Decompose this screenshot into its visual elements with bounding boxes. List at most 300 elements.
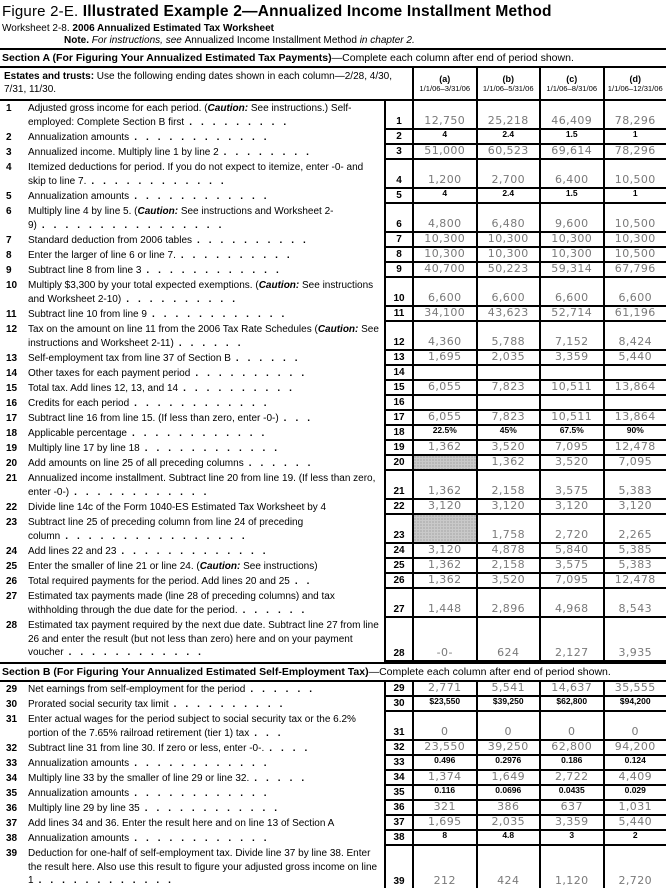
line-15-number-cell: 15 xyxy=(384,381,412,396)
dot-leader: .......... xyxy=(180,250,299,261)
line-8-value-a: 10,300 xyxy=(412,248,476,263)
line-14-number-cell: 14 xyxy=(384,366,412,381)
dot-leader: .. xyxy=(294,576,319,587)
worksheet-row-38 xyxy=(0,831,666,846)
text-segment: Note. xyxy=(64,35,89,46)
line-21-value-c: 3,575 xyxy=(539,471,603,500)
line-4-value-c: 6,400 xyxy=(539,160,603,189)
line-31-value-a: 0 xyxy=(412,712,476,741)
line-24-number-cell: 24 xyxy=(384,544,412,559)
line-label xyxy=(28,249,381,263)
dot-leader: ............ xyxy=(91,175,233,187)
line-label xyxy=(28,412,381,426)
worksheet-row-6 xyxy=(0,204,666,233)
line-6-value-d: 10,500 xyxy=(603,204,666,233)
line-25-description xyxy=(0,559,384,574)
line-label xyxy=(28,713,381,740)
line-33-number-cell: 33 xyxy=(384,756,412,771)
line-label xyxy=(28,545,381,559)
line-35-value-d: 0.029 xyxy=(603,786,666,801)
line-22-value-a: 3,120 xyxy=(412,500,476,515)
text-segment: Multiply line 29 by line 35 xyxy=(28,803,140,814)
worksheet-row-37 xyxy=(0,816,666,831)
line-30-value-c: $62,800 xyxy=(539,697,603,712)
line-22-value-c: 3,120 xyxy=(539,500,603,515)
line-34-description xyxy=(0,771,384,786)
text-segment: Section A (For Figuring Your Annualized Estimated Tax Payments) xyxy=(2,52,332,64)
line-15-value-b: 7,823 xyxy=(476,381,540,396)
text-segment: See instructions and Worksheet 2-9) xyxy=(28,206,334,231)
dot-leader: .......... xyxy=(126,293,244,305)
line-label xyxy=(28,683,381,697)
line-label xyxy=(28,323,381,350)
line-13-value-a: 1,695 xyxy=(412,351,476,366)
worksheet-row-27 xyxy=(0,589,666,618)
text-segment: Annualized income. Multiply line 1 by line 2 xyxy=(28,147,219,158)
line-label xyxy=(28,560,381,574)
text-segment: Net earnings from self-employment for the period xyxy=(28,684,246,695)
line-label xyxy=(28,308,381,322)
text-segment: Total required payments for the period. Add lines 20 and 25 xyxy=(28,576,290,587)
line-14-description xyxy=(0,366,384,381)
worksheet-row-12 xyxy=(0,322,666,351)
worksheet-row-13 xyxy=(0,351,666,366)
text-segment: Subtract line 8 from line 3 xyxy=(28,265,142,276)
line-22-number-cell: 22 xyxy=(384,500,412,515)
line-25-value-c: 3,575 xyxy=(539,559,603,574)
line-number: 21 xyxy=(6,473,18,484)
text-segment: —Complete each column after end of period shown. xyxy=(331,52,574,64)
line-11-value-b: 43,623 xyxy=(476,307,540,322)
line-label xyxy=(28,619,381,660)
line-label xyxy=(28,757,381,771)
line-38-value-a: 8 xyxy=(412,831,476,846)
line-19-description xyxy=(0,441,384,456)
line-12-number-cell: 12 xyxy=(384,322,412,351)
line-36-value-c: 637 xyxy=(539,801,603,816)
line-38-value-b: 4.8 xyxy=(476,831,540,846)
dot-leader: ... xyxy=(283,413,320,424)
line-38-value-d: 2 xyxy=(603,831,666,846)
dot-leader: ................ xyxy=(65,530,254,542)
worksheet-row-2 xyxy=(0,130,666,145)
worksheet-row-19 xyxy=(0,441,666,456)
line-26-value-b: 3,520 xyxy=(476,574,540,589)
estates-trusts-note xyxy=(0,68,412,99)
line-18-value-a: 22.5% xyxy=(412,426,476,441)
line-37-value-b: 2,035 xyxy=(476,816,540,831)
line-28-description xyxy=(0,618,384,662)
line-7-number-cell: 7 xyxy=(384,233,412,248)
line-39-number-cell: 39 xyxy=(384,846,412,888)
text-segment: Illustrated Example 2—Annualized Income Installment Method xyxy=(82,3,552,20)
worksheet-row-23 xyxy=(0,515,666,544)
line-34-value-c: 2,722 xyxy=(539,771,603,786)
line-17-value-c: 10,511 xyxy=(539,411,603,426)
line-3-number-cell: 3 xyxy=(384,145,412,160)
line-11-value-c: 52,714 xyxy=(539,307,603,322)
line-39-value-d: 2,720 xyxy=(603,846,666,888)
line-number: 33 xyxy=(6,758,18,769)
line-37-value-a: 1,695 xyxy=(412,816,476,831)
line-37-description xyxy=(0,816,384,831)
line-number: 2 xyxy=(6,132,12,143)
line-39-description xyxy=(0,846,384,888)
worksheet-row-9 xyxy=(0,263,666,278)
line-31-description xyxy=(0,712,384,741)
line-31-value-b: 0 xyxy=(476,712,540,741)
line-label xyxy=(28,817,381,831)
line-1-value-b: 25,218 xyxy=(476,101,540,130)
line-33-value-b: 0.2976 xyxy=(476,756,540,771)
line-32-value-b: 39,250 xyxy=(476,741,540,756)
line-number: 32 xyxy=(6,743,18,754)
line-number: 3 xyxy=(6,147,12,158)
text-segment: Estates and trusts: xyxy=(4,71,95,82)
dot-leader: ...... xyxy=(248,458,320,469)
line-35-value-a: 0.116 xyxy=(412,786,476,801)
line-6-value-c: 9,600 xyxy=(539,204,603,233)
column-period-dates: 1/1/06–3/31/06 xyxy=(419,84,471,93)
worksheet-row-24 xyxy=(0,544,666,559)
line-24-value-b: 4,878 xyxy=(476,544,540,559)
line-number: 16 xyxy=(6,398,18,409)
line-number: 17 xyxy=(6,413,18,424)
dot-leader: ... xyxy=(254,727,290,739)
line-8-number-cell: 8 xyxy=(384,248,412,263)
line-28-value-c: 2,127 xyxy=(539,618,603,662)
text-segment: Section B (For Figuring Your Annualized Estimated Self-Employment Tax) xyxy=(2,666,369,678)
text-segment: Multiply $3,300 by your total expected exemptions. ( xyxy=(28,280,259,291)
dot-leader: .......... xyxy=(197,235,315,246)
line-13-value-c: 3,359 xyxy=(539,351,603,366)
line-9-value-b: 50,223 xyxy=(476,263,540,278)
dot-leader: ............ xyxy=(134,132,276,143)
line-34-value-d: 4,409 xyxy=(603,771,666,786)
line-25-value-b: 2,158 xyxy=(476,559,540,574)
line-30-value-b: $39,250 xyxy=(476,697,540,712)
line-1-description xyxy=(0,101,384,130)
line-27-value-c: 4,968 xyxy=(539,589,603,618)
line-16-value-d xyxy=(603,396,666,411)
text-segment: Subtract line 10 from line 9 xyxy=(28,309,147,320)
line-26-value-d: 12,478 xyxy=(603,574,666,589)
line-10-value-a: 6,600 xyxy=(412,278,476,307)
line-number: 25 xyxy=(6,561,18,572)
line-30-description xyxy=(0,697,384,712)
line-number: 7 xyxy=(6,235,12,246)
text-segment: Enter actual wages for the period subject to social security tax or the 6.2% portion of the 7.65% railroad retirement (tier 1) tax xyxy=(28,714,356,739)
worksheet-row-22 xyxy=(0,500,666,515)
worksheet-row-14 xyxy=(0,366,666,381)
dot-leader: .......... xyxy=(195,368,314,379)
text-segment: Deduction for one-half of self-employment tax. Divide line 37 by line 38. Enter the result here. Also use this result to figure your adjusted gross income on line 1 xyxy=(28,848,378,886)
text-segment: See instructions.) Self-employed: Complete Section B first xyxy=(28,103,352,128)
line-number: 30 xyxy=(6,699,18,710)
text-segment: Applicable percentage xyxy=(28,428,127,439)
worksheet-row-4 xyxy=(0,160,666,189)
line-27-value-a: 1,448 xyxy=(412,589,476,618)
line-number: 13 xyxy=(6,353,18,364)
line-7-value-c: 10,300 xyxy=(539,233,603,248)
dot-leader: ...... xyxy=(250,684,321,695)
dot-leader: ............ xyxy=(134,398,276,409)
line-38-value-c: 3 xyxy=(539,831,603,846)
line-8-value-c: 10,300 xyxy=(539,248,603,263)
dot-leader: ............ xyxy=(134,758,276,769)
dot-leader: ............ xyxy=(38,875,180,886)
line-11-description xyxy=(0,307,384,322)
line-27-value-b: 2,896 xyxy=(476,589,540,618)
line-number: 38 xyxy=(6,833,18,844)
line-7-value-a: 10,300 xyxy=(412,233,476,248)
line-34-value-b: 1,649 xyxy=(476,771,540,786)
text-segment: Annualization amounts xyxy=(28,132,130,143)
column-header-c xyxy=(539,68,603,99)
line-3-description xyxy=(0,145,384,160)
line-14-value-d xyxy=(603,366,666,381)
line-28-value-d: 3,935 xyxy=(603,618,666,662)
line-30-value-d: $94,200 xyxy=(603,697,666,712)
line-19-number-cell: 19 xyxy=(384,441,412,456)
line-label xyxy=(28,516,381,543)
line-18-value-d: 90% xyxy=(603,426,666,441)
line-10-value-c: 6,600 xyxy=(539,278,603,307)
line-number: 36 xyxy=(6,803,18,814)
line-number: 4 xyxy=(6,162,12,173)
line-number: 29 xyxy=(6,684,18,695)
line-number: 14 xyxy=(6,368,18,379)
line-24-description xyxy=(0,544,384,559)
line-number: 34 xyxy=(6,773,18,784)
text-segment: Add amounts on line 25 of all preceding columns xyxy=(28,458,244,469)
line-37-value-c: 3,359 xyxy=(539,816,603,831)
line-23-value-a xyxy=(412,515,476,544)
text-segment: Subtract line 31 from line 30. If zero or less, enter -0-. xyxy=(28,743,265,754)
line-21-description xyxy=(0,471,384,500)
line-9-value-a: 40,700 xyxy=(412,263,476,278)
section-a-heading xyxy=(0,48,666,68)
worksheet-row-1 xyxy=(0,101,666,130)
text-segment: Other taxes for each payment period xyxy=(28,368,191,379)
page-title xyxy=(0,0,666,22)
line-label xyxy=(28,161,381,188)
line-label xyxy=(28,397,381,411)
line-number: 9 xyxy=(6,265,12,276)
worksheet-row-21 xyxy=(0,471,666,500)
text-segment: Caution: xyxy=(137,206,179,217)
line-label xyxy=(28,234,381,248)
line-4-value-a: 1,200 xyxy=(412,160,476,189)
worksheet-row-31 xyxy=(0,712,666,741)
worksheet-row-18 xyxy=(0,426,666,441)
table-header-row xyxy=(0,68,666,101)
line-20-number-cell: 20 xyxy=(384,456,412,471)
line-number: 12 xyxy=(6,324,18,335)
line-number: 11 xyxy=(6,309,17,320)
line-28-value-a: -0- xyxy=(412,618,476,662)
line-label xyxy=(28,457,381,471)
dot-leader: ............ xyxy=(144,803,287,814)
line-8-value-b: 10,300 xyxy=(476,248,540,263)
text-segment: 2006 Annualized Estimated Tax Worksheet xyxy=(72,23,274,34)
line-12-value-b: 5,788 xyxy=(476,322,540,351)
line-11-value-d: 61,196 xyxy=(603,307,666,322)
line-39-value-a: 212 xyxy=(412,846,476,888)
worksheet-row-29 xyxy=(0,682,666,697)
line-9-number-cell: 9 xyxy=(384,263,412,278)
line-35-value-b: 0.0696 xyxy=(476,786,540,801)
column-letter: (a) xyxy=(439,74,451,84)
line-30-value-a: $23,550 xyxy=(412,697,476,712)
line-label xyxy=(28,427,381,441)
text-segment: Annualization amounts xyxy=(28,758,130,769)
line-8-description xyxy=(0,248,384,263)
line-label xyxy=(28,472,381,499)
line-17-value-b: 7,823 xyxy=(476,411,540,426)
line-19-value-a: 1,362 xyxy=(412,441,476,456)
line-27-description xyxy=(0,589,384,618)
column-header-b xyxy=(476,68,540,99)
text-segment: Self-employment tax from line 37 of Section B xyxy=(28,353,231,364)
line-10-value-d: 6,600 xyxy=(603,278,666,307)
line-label xyxy=(28,501,381,515)
line-38-description xyxy=(0,831,384,846)
line-23-number-cell: 23 xyxy=(384,515,412,544)
line-3-value-b: 60,523 xyxy=(476,145,540,160)
section-b-heading xyxy=(0,662,666,682)
line-7-value-d: 10,300 xyxy=(603,233,666,248)
line-number: 26 xyxy=(6,576,18,587)
line-13-number-cell: 13 xyxy=(384,351,412,366)
text-segment: Tax on the amount on line 11 from the 2006 Tax Rate Schedules ( xyxy=(28,324,318,335)
line-14-value-b xyxy=(476,366,540,381)
text-segment: Estimated tax payment required by the next due date. Subtract line 27 from line 26 and enter the result (but not less than zero) here and on your payment voucher xyxy=(28,620,379,658)
line-14-value-a xyxy=(412,366,476,381)
text-segment: See instructions and Worksheet 2-10) xyxy=(28,280,374,305)
line-number: 31 xyxy=(6,714,18,725)
worksheet-row-26 xyxy=(0,574,666,589)
worksheet-row-33 xyxy=(0,756,666,771)
worksheet-row-3 xyxy=(0,145,666,160)
line-4-number-cell: 4 xyxy=(384,160,412,189)
line-32-value-d: 94,200 xyxy=(603,741,666,756)
line-9-description xyxy=(0,263,384,278)
line-4-value-b: 2,700 xyxy=(476,160,540,189)
dot-leader: ...... xyxy=(178,337,250,349)
text-segment: For instructions, see xyxy=(89,35,185,46)
line-30-number-cell: 30 xyxy=(384,697,412,712)
line-20-value-c: 3,520 xyxy=(539,456,603,471)
worksheet-row-15 xyxy=(0,381,666,396)
line-29-value-c: 14,637 xyxy=(539,682,603,697)
line-3-value-c: 69,614 xyxy=(539,145,603,160)
line-2-number-cell: 2 xyxy=(384,130,412,145)
line-19-value-d: 12,478 xyxy=(603,441,666,456)
line-28-value-b: 624 xyxy=(476,618,540,662)
text-segment: Standard deduction from 2006 tables xyxy=(28,235,192,246)
period-column-headers xyxy=(412,68,666,99)
line-17-value-a: 6,055 xyxy=(412,411,476,426)
line-29-value-a: 2,771 xyxy=(412,682,476,697)
worksheet-row-17 xyxy=(0,411,666,426)
line-6-value-a: 4,800 xyxy=(412,204,476,233)
text-segment: Annualization amounts xyxy=(28,833,130,844)
line-33-value-d: 0.124 xyxy=(603,756,666,771)
line-21-value-a: 1,362 xyxy=(412,471,476,500)
line-18-description xyxy=(0,426,384,441)
text-segment: Estimated tax payments made (line 28 of preceding columns) and tax withholding through the due date for the period. xyxy=(28,591,335,616)
line-label xyxy=(28,205,381,232)
line-3-value-a: 51,000 xyxy=(412,145,476,160)
line-13-value-b: 2,035 xyxy=(476,351,540,366)
line-18-value-c: 67.5% xyxy=(539,426,603,441)
line-label xyxy=(28,102,381,129)
line-label xyxy=(28,802,381,816)
text-segment: Subtract line 16 from line 15. (If less than zero, enter -0-) xyxy=(28,413,279,424)
dot-leader: .......... xyxy=(183,383,301,394)
line-21-number-cell: 21 xyxy=(384,471,412,500)
line-7-value-b: 10,300 xyxy=(476,233,540,248)
line-number: 6 xyxy=(6,206,12,217)
line-39-value-b: 424 xyxy=(476,846,540,888)
worksheet-subtitle xyxy=(0,22,666,34)
line-5-number-cell: 5 xyxy=(384,189,412,204)
line-31-number-cell: 31 xyxy=(384,712,412,741)
line-label xyxy=(28,832,381,846)
text-segment: Caution: xyxy=(207,103,249,114)
text-segment: Annualized income installment. Subtract line 20 from line 19. (If less than zero, enter -0-) xyxy=(28,473,376,498)
line-label xyxy=(28,787,381,801)
line-20-value-d: 7,095 xyxy=(603,456,666,471)
text-segment: Multiply line 17 by line 18 xyxy=(28,443,140,454)
line-1-number-cell: 1 xyxy=(384,101,412,130)
line-29-number-cell: 29 xyxy=(384,682,412,697)
line-9-value-d: 67,796 xyxy=(603,263,666,278)
text-segment: Enter the smaller of line 21 or line 24. ( xyxy=(28,561,200,572)
line-10-description xyxy=(0,278,384,307)
line-2-value-c: 1.5 xyxy=(539,130,603,145)
text-segment: Worksheet 2-8. xyxy=(2,23,73,34)
line-22-value-b: 3,120 xyxy=(476,500,540,515)
line-26-description xyxy=(0,574,384,589)
line-23-value-b: 1,758 xyxy=(476,515,540,544)
line-31-value-d: 0 xyxy=(603,712,666,741)
line-2-value-a: 4 xyxy=(412,130,476,145)
worksheet-row-35 xyxy=(0,786,666,801)
line-label xyxy=(28,367,381,381)
worksheet-row-20 xyxy=(0,456,666,471)
section-b-rows xyxy=(0,682,666,888)
line-3-value-d: 78,296 xyxy=(603,145,666,160)
line-32-description xyxy=(0,741,384,756)
line-31-value-c: 0 xyxy=(539,712,603,741)
dot-leader: ............ xyxy=(68,647,210,658)
column-header-a xyxy=(412,68,476,99)
line-37-value-d: 5,440 xyxy=(603,816,666,831)
line-number: 19 xyxy=(6,443,18,454)
line-label xyxy=(28,847,381,888)
line-5-value-b: 2.4 xyxy=(476,189,540,204)
line-12-value-a: 4,360 xyxy=(412,322,476,351)
line-2-description xyxy=(0,130,384,145)
column-period-dates: 1/1/06–5/31/06 xyxy=(482,84,534,93)
line-11-value-a: 34,100 xyxy=(412,307,476,322)
line-27-value-d: 8,543 xyxy=(603,589,666,618)
line-15-value-a: 6,055 xyxy=(412,381,476,396)
column-letter: (b) xyxy=(502,74,514,84)
line-label xyxy=(28,590,381,617)
